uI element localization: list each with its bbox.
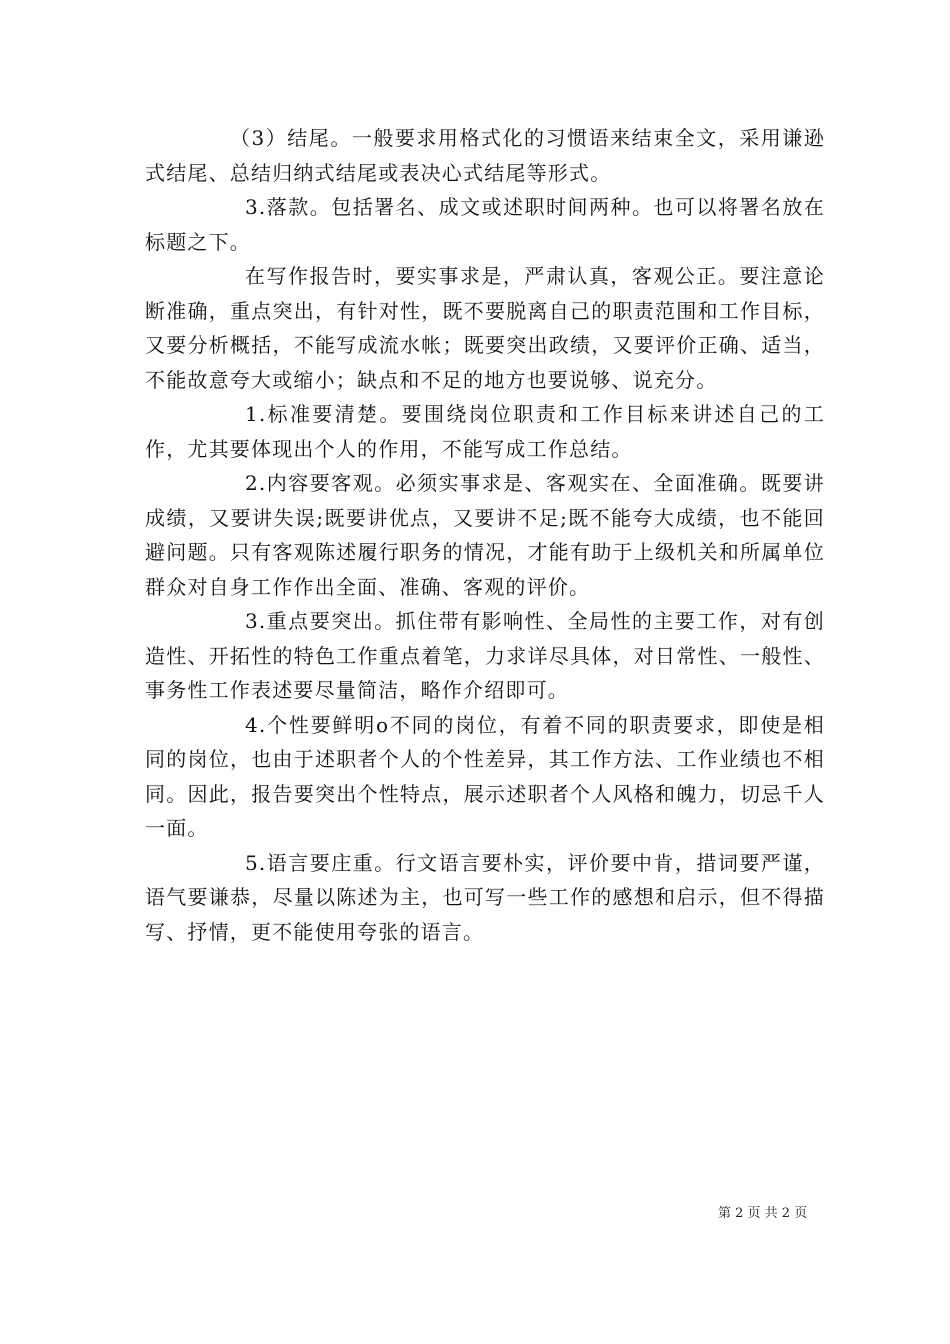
paragraph-standard-clear: 1.标准要清楚。要围绕岗位职责和工作目标来讲述自己的工作，尤其要体现出个人的作用，不能写成工作总结。 (145, 402, 825, 461)
paragraph-content-objective: 2.内容要客观。必须实事求是、客观实在、全面准确。既要讲成绩，又要讲失误;既要讲优点，又要讲不足;既不能夸大成绩，也不能回避问题。只有客观陈述履行职务的情况，才能有助于上级机关和所属单位群众对自身工作作出全面、准确、客观的评价。 (145, 471, 825, 599)
paragraph-signature: 3.落款。包括署名、成文或述职时间两种。也可以将署名放在标题之下。 (145, 195, 825, 254)
page-number-footer: 第 2 页 共 2 页 (718, 1206, 808, 1221)
paragraph-language: 5.语言要庄重。行文语言要朴实，评价要中肯，措词要严谨，语气要谦恭，尽量以陈述为主，也可写一些工作的感想和启示，但不得描写、抒情，更不能使用夸张的语言。 (145, 850, 825, 944)
paragraph-ending: （3）结尾。一般要求用格式化的习惯语来结束全文，采用谦逊式结尾、总结归纳式结尾或表决心式结尾等形式。 (145, 126, 825, 185)
paragraph-writing-requirements: 在写作报告时，要实事求是，严肃认真，客观公正。要注意论断准确，重点突出，有针对性，既不要脱离自己的职责范围和工作目标，又要分析概括，不能写成流水帐；既要突出政绩，又要评价正确、适当，不能故意夸大或缩小；缺点和不足的地方也要说够、说充分。 (145, 264, 825, 392)
paragraph-key-points: 3.重点要突出。抓住带有影响性、全局性的主要工作，对有创造性、开拓性的特色工作重点着笔，力求详尽具体，对日常性、一般性、事务性工作表述要尽量简洁，略作介绍即可。 (145, 609, 825, 702)
document-body (145, 121, 825, 949)
paragraph-personality: 4.个性要鲜明o不同的岗位，有着不同的职责要求，即使是相同的岗位，也由于述职者个人的个性差异，其工作方法、工作业绩也不相同。因此，报告要突出个性特点，展示述职者个人风格和魄力，切忌千人一面。 (145, 712, 825, 840)
